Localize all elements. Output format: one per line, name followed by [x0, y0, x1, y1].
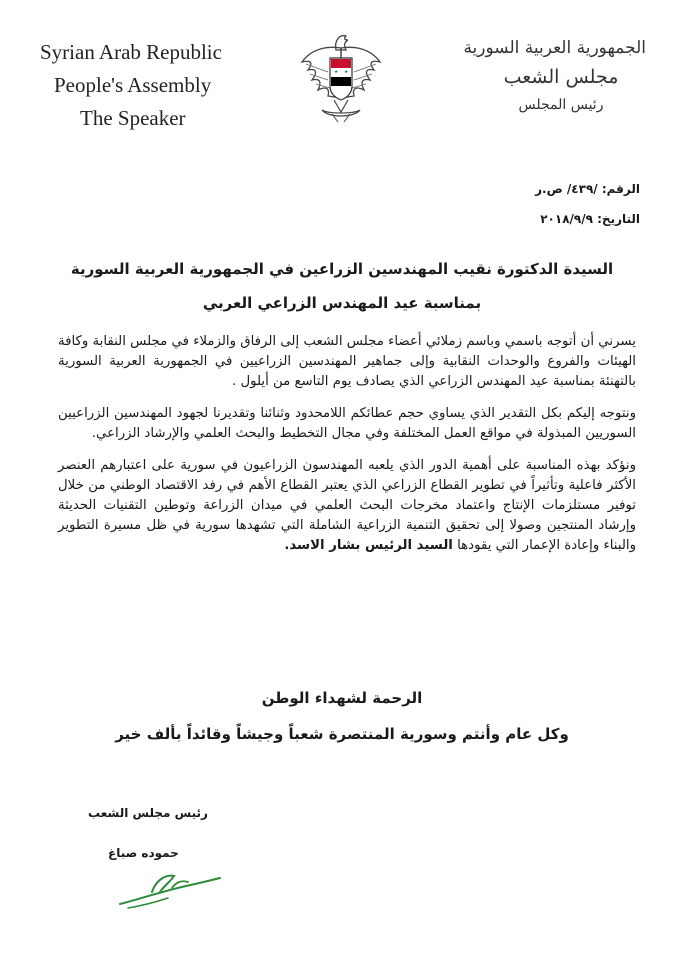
reference-date: التاريخ: ٢٠١٨/٩/٩ [540, 212, 640, 226]
letterhead-arabic-country: الجمهورية العربية السورية [463, 38, 646, 58]
body-paragraph-1: يسرني أن أتوجه باسمي وباسم زملائي أعضاء مجلس الشعب إلى الرفاق والزملاء في مجلس النقابة وكافة الهيئات والفروع والوحدات النقابية وإلى جماهير المهندسين الزراعيين في الجمهورية العربية السورية بالتهنئة بمناسبة عيد المهندس الزراعي الذي يصادف يوم التاسع من أيلول . [58, 334, 636, 389]
letterhead-country: Syrian Arab Republic [40, 40, 222, 64]
body-paragraph-3-text: ونؤكد بهذه المناسبة على أهمية الدور الذي يلعبه المهندسون الزراعيون في سورية على اعتبارهم العنصر الأكثر فاعلية وتأثيراً في تطوير القطاع الزراعي الذي يعتبر القطاع الأهم في رفد الاقتصاد الوطني من خلال توفير مستلزمات الإنتاج واعتماد مخرجات البحث العلمي في ميدان الزراعة وتوطين التقنيات الحديثة وإرشاد المنتجين وصولا إلى تحقيق التنمية الزراعية الشاملة التي تشهدها سورية في ظل مسيرة التطوير والبناء وإعادة الإعمار التي يقودها [58, 458, 636, 553]
handwritten-signature [116, 862, 226, 912]
addressee-line: السيدة الدكتورة نقيب المهندسين الزراعين في الجمهورية العربية السورية [70, 260, 614, 278]
body-paragraph-3-end: السيد الرئيس بشار الاسد. [284, 538, 453, 553]
reference-block [535, 174, 640, 234]
letterhead-arabic [463, 34, 646, 118]
reference-number: الرقم: /٤٣٩/ ص.ر [535, 182, 640, 196]
occasion-line: بمناسبة عيد المهندس الزراعي العربي [202, 294, 482, 312]
closing-block [60, 680, 624, 752]
letterhead-english [40, 36, 260, 135]
signatory-name: حموده صباغ [108, 846, 179, 860]
letterhead-arabic-institution: مجلس الشعب [503, 66, 619, 88]
hawk-emblem-icon [298, 28, 384, 128]
letter-heading [60, 252, 624, 320]
letterhead-institution: People's Assembly [54, 73, 212, 97]
letterhead-office: The Speaker [80, 106, 186, 130]
body-paragraph-2: ونتوجه إليكم بكل التقدير الذي يساوي حجم عطائكم اللامحدود وثنائنا وتقديرنا لجهود المهندسين الزراعيين السوريين المبذولة في مواقع العمل المختلفة وفي مجال التخطيط والبحث العلمي والإرشاد الزراعي. [58, 406, 636, 441]
closing-line-2: وكل عام وأنتم وسورية المنتصرة شعباً وجيشاً وقائداً بألف خير [115, 725, 569, 743]
closing-line-1: الرحمة لشهداء الوطن [261, 689, 423, 707]
signatory-title: رئيس مجلس الشعب [88, 806, 208, 820]
letter-body [58, 332, 636, 568]
body-paragraph-3 [58, 456, 636, 556]
letterhead-arabic-office: رئيس المجلس [518, 97, 604, 113]
